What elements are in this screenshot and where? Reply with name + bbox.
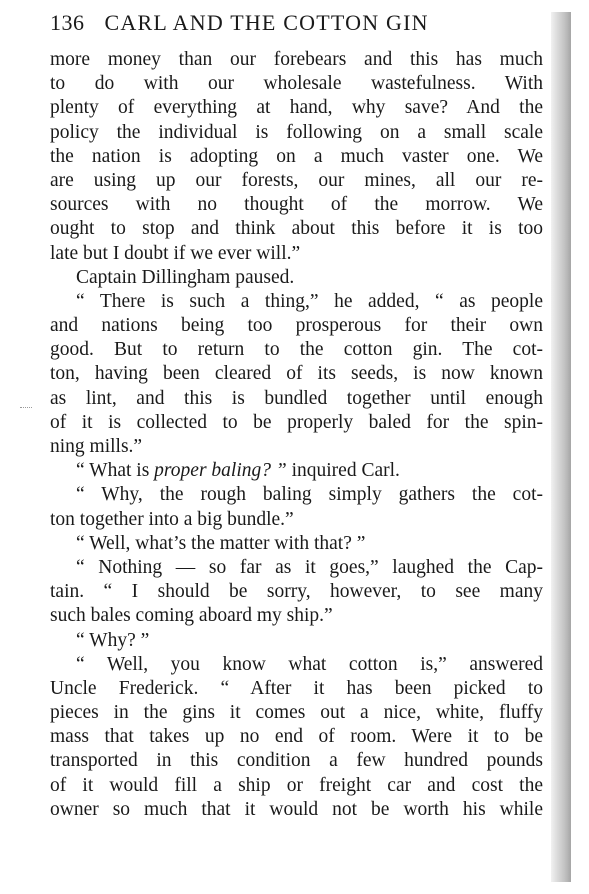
text-line: mass that takes up no end of room. Were it to be [50, 726, 543, 748]
text-run: inquired Carl. [286, 460, 400, 482]
text-line: of it would fill a ship or freight car and cost the [50, 774, 543, 796]
text-line: good. But to return to the cotton gin. The cot- [50, 339, 543, 361]
text-line: “ There is such a thing,” he added, “ as people [76, 290, 543, 312]
text-line: owner so much that it would not be worth his while [50, 798, 543, 820]
text-line: Captain Dillingham paused. [76, 266, 295, 288]
text-line: pieces in the gins it comes out a nice, white, fluffy [50, 702, 543, 724]
text-line: “ Well, you know what cotton is,” answered [76, 653, 543, 675]
page-number: 136 [50, 10, 85, 35]
text-line: of it is collected to be properly baled for the spin- [50, 411, 543, 433]
text-run: “ What is [76, 460, 155, 482]
text-line: more money than our forebears and this has much [50, 49, 543, 70]
text-line: transported in this condition a few hundred pounds [50, 750, 543, 772]
text-line: to do with our wholesale wastefulness. With [50, 73, 543, 95]
text-line: sources with no thought of the morrow. We [50, 194, 543, 216]
text-line: Uncle Frederick. “ After it has been picked to [50, 677, 543, 699]
running-title: CARL AND THE COTTON GIN [104, 10, 429, 35]
text-line [50, 459, 543, 483]
body-text [50, 48, 543, 822]
text-line: ton together into a big bundle.” [50, 508, 294, 530]
italic-phrase: proper baling? ” [154, 460, 287, 482]
text-line: as lint, and this is bundled together until enough [50, 387, 543, 409]
text-line: “ Why? ” [76, 629, 150, 651]
text-line: “ Well, what’s the matter with that? ” [76, 532, 366, 554]
text-line: are using up our forests, our mines, all our re- [50, 169, 543, 191]
text-line: tain. “ I should be sorry, however, to see many [50, 581, 543, 603]
text-line: such bales coming aboard my ship.” [50, 605, 333, 627]
text-line: “ Why, the rough baling simply gathers the cot- [76, 484, 543, 506]
text-line: plenty of everything at hand, why save? And the [50, 97, 543, 119]
text-line: late but I doubt if we ever will.” [50, 242, 301, 264]
text-line: ought to stop and think about this before it is too [50, 218, 543, 240]
page-edge-shadow [551, 12, 571, 882]
running-header [50, 10, 540, 40]
text-line: policy the individual is following on a small scale [50, 121, 543, 143]
text-line: ton, having been cleared of its seeds, is now known [50, 363, 543, 385]
stray-mark [20, 407, 32, 412]
text-line: “ Nothing — so far as it goes,” laughed the Cap- [76, 556, 543, 578]
text-line: ning mills.” [50, 436, 143, 457]
text-line: and nations being too prosperous for their own [50, 315, 543, 337]
text-line: the nation is adopting on a much vaster one. We [50, 145, 543, 167]
